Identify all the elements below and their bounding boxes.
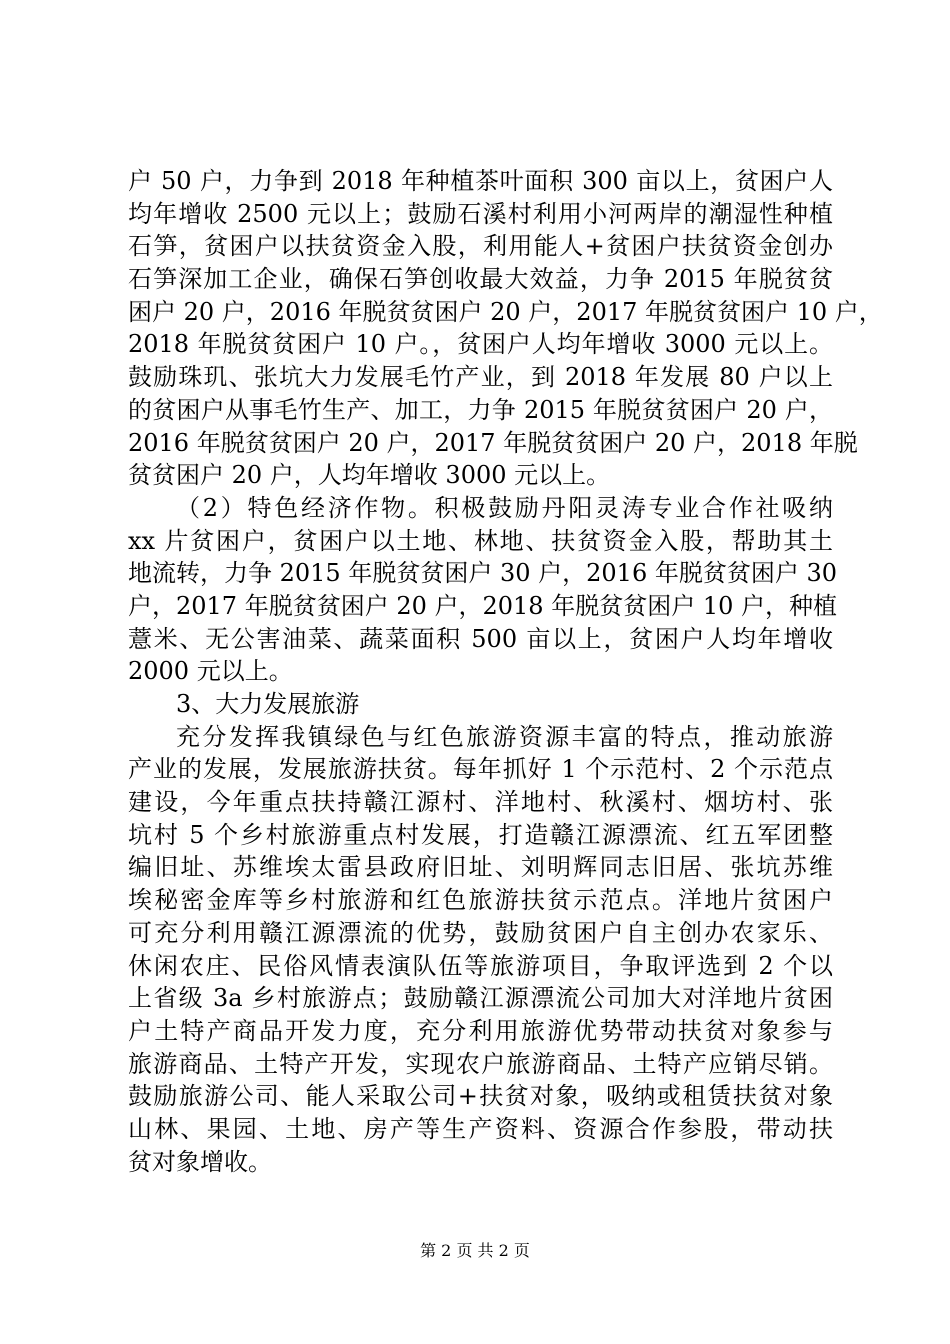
text-line: 旅游商品、土特产开发，实现农户旅游商品、土特产应销尽销。 [128, 1049, 833, 1078]
text-line: 坑村 5 个乡村旅游重点村发展，打造赣江源漂流、红五军团整 [128, 820, 833, 849]
text-line: 埃秘密金库等乡村旅游和红色旅游扶贫示范点。洋地片贫困户 [128, 886, 833, 915]
text-line: 鼓励珠玑、张坑大力发展毛竹产业，到 2018 年发展 80 户以上 [128, 363, 833, 392]
text-line: 薏米、无公害油菜、蔬菜面积 500 亩以上，贫困户人均年增收 [128, 624, 833, 653]
text-line: （2）特色经济作物。积极鼓励丹阳灵涛专业合作社吸纳 [176, 493, 833, 522]
text-line: 的贫困户从事毛竹生产、加工，力争 2015 年脱贫贫困户 20 户， [128, 395, 833, 424]
section-heading: 3、大力发展旅游 [176, 690, 360, 718]
text-line: 充分发挥我镇绿色与红色旅游资源丰富的特点，推动旅游 [176, 722, 833, 751]
text-line: 石笋深加工企业，确保石笋创收最大效益，力争 2015 年脱贫贫 [128, 265, 833, 294]
text-line: 上省级 3a 乡村旅游点；鼓励赣江源漂流公司加大对洋地片贫困 [128, 984, 833, 1013]
text-line: 建设，今年重点扶持赣江源村、洋地村、秋溪村、烟坊村、张 [128, 788, 833, 817]
text-line: 编旧址、苏维埃太雷县政府旧址、刘明辉同志旧居、张坑苏维 [128, 853, 833, 882]
text-line: 2018 年脱贫贫困户 10 户。，贫困户人均年增收 3000 元以上。 [128, 330, 833, 359]
text-line: 产业的发展，发展旅游扶贫。每年抓好 1 个示范村、2 个示范点 [128, 755, 833, 784]
text-line: 石笋，贫困户以扶贫资金入股，利用能人+贫困户扶贫资金创办 [128, 232, 833, 261]
text-line: 2000 元以上。 [128, 657, 293, 686]
text-line: 休闲农庄、民俗风情表演队伍等旅游项目，争取评选到 2 个以 [128, 951, 833, 980]
text-line: 山林、果园、土地、房产等生产资料、资源合作参股，带动扶 [128, 1114, 833, 1143]
text-line: 贫对象增收。 [128, 1147, 272, 1176]
text-line: 可充分利用赣江源漂流的优势，鼓励贫困户自主创办农家乐、 [128, 918, 833, 947]
text-line: 贫贫困户 20 户，人均年增收 3000 元以上。 [128, 461, 611, 490]
text-line: 均年增收 2500 元以上；鼓励石溪村利用小河两岸的潮湿性种植 [128, 199, 833, 228]
text-line: 地流转，力争 2015 年脱贫贫困户 30 户，2016 年脱贫贫困户 30 [128, 559, 838, 588]
document-body [128, 165, 883, 1178]
text-line: 户土特产商品开发力度，充分利用旅游优势带动扶贫对象参与 [128, 1016, 833, 1045]
text-line: 鼓励旅游公司、能人采取公司+扶贫对象，吸纳或租赁扶贫对象 [128, 1082, 833, 1111]
text-line: 2016 年脱贫贫困户 20 户，2017 年脱贫贫困户 20 户，2018 年脱 [128, 428, 858, 457]
page-footer: 第 2 页 共 2 页 [420, 1241, 530, 1260]
text-line: 户，2017 年脱贫贫困户 20 户，2018 年脱贫贫困户 10 户，种植 [128, 591, 838, 620]
text-line: 困户 20 户，2016 年脱贫贫困户 20 户，2017 年脱贫贫困户 10 户， [128, 297, 883, 326]
text-line: xx 片贫困户，贫困户以土地、林地、扶贫资金入股，帮助其土 [128, 526, 833, 555]
text-line: 户 50 户，力争到 2018 年种植茶叶面积 300 亩以上，贫困户人 [128, 167, 833, 195]
